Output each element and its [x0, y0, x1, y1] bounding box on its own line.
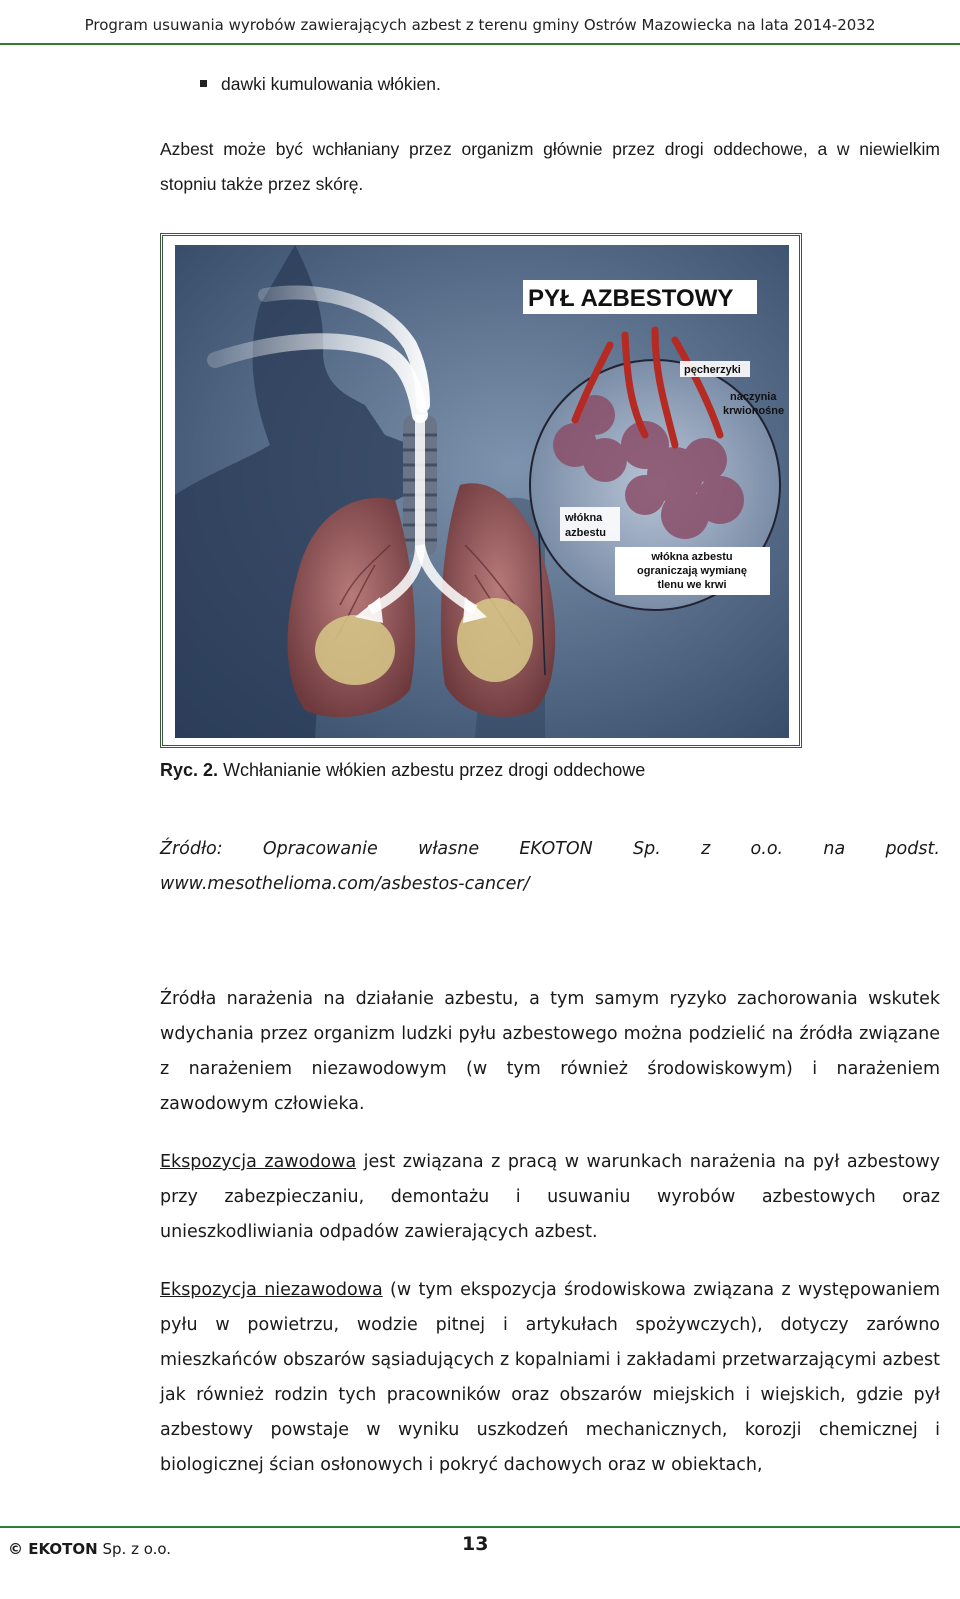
footer-company: [8, 1540, 171, 1558]
source-url[interactable]: www.mesothelioma.com/asbestos-cancer/: [160, 874, 530, 894]
paragraph-non-occupational-exposure: [160, 1273, 940, 1483]
label-info-3: tlenu we krwi: [657, 579, 727, 591]
label-vessels-1: naczynia: [730, 391, 777, 403]
paragraph-text: jest związana z pracą w warunkach narażenia na pył azbestowy przy zabezpieczaniu, demontażu i usuwaniu wyrobów azbestowych oraz unieszkodliwiania odpadów zawierających azbest.: [160, 1152, 940, 1242]
header-title: Program usuwania wyrobów zawierających azbest z terenu gminy Ostrów Mazowiecka na lata 2014-2032: [84, 16, 876, 34]
source-line-1: [160, 832, 940, 867]
intro-paragraph: [160, 132, 940, 202]
page-number: 13: [462, 1533, 489, 1555]
footer-company-bold: © EKOTON: [8, 1540, 98, 1558]
footer-company-rest: Sp. z o.o.: [97, 1540, 172, 1558]
bullet-item: [200, 74, 441, 95]
source-word: podst.: [885, 839, 940, 859]
bullet-square-icon: [200, 80, 207, 87]
caption-number: Ryc. 2.: [160, 760, 219, 780]
label-info-1: włókna azbestu: [651, 551, 733, 563]
caption-text: Wchłanianie włókien azbestu przez drogi oddechowe: [223, 760, 646, 780]
figure-title: PYŁ AZBESTOWY: [528, 285, 734, 312]
source-word: Sp.: [633, 839, 661, 859]
left-deposit: [315, 615, 395, 685]
paragraph-text: (w tym ekspozycja środowiskowa związana z występowaniem pyłu w powietrzu, wodzie pitnej i artykułach spożywczych), dotyczy zarówno mieszkańców obszarów sąsiadujących z kopalniami i zakładami przetwarzającymi azbest jak również rodzin tych pracowników oraz obszarów miejskich i wiejskich, gdzie pył azbestowy powstaje w wyniku uszkodzeń mechanicznych, korozji chemicznej i biologicznej ścian osłonowych i pokryć dachowych oraz w obiektach,: [160, 1280, 941, 1475]
source-word: Źródło:: [160, 839, 223, 859]
source-word: o.o.: [750, 839, 784, 859]
header-divider: [0, 43, 960, 45]
label-alveoli: pęcherzyki: [684, 364, 741, 376]
paragraph-exposure-sources: [160, 982, 940, 1122]
page-header: [0, 0, 960, 46]
term-non-occupational-exposure: Ekspozycja niezawodowa: [160, 1280, 383, 1300]
source-word: z: [701, 839, 711, 859]
label-fibers-1: włókna: [565, 512, 603, 524]
label-vessels-2: krwionośne: [723, 405, 785, 417]
source-word: EKOTON: [519, 839, 593, 859]
source-word: Opracowanie: [262, 839, 378, 859]
paragraph-text: Źródła narażenia na działanie azbestu, a tym samym ryzyko zachorowania wskutek wdychania przez organizm ludzki pyłu azbestowego można podzielić na źródła związane z narażeniem niezawodowym (w tym również środowiskowym) i narażeniem zawodowym człowieka.: [160, 989, 940, 1114]
asbestos-illustration: [175, 245, 789, 738]
term-occupational-exposure: Ekspozycja zawodowa: [160, 1152, 357, 1172]
figure-source: [160, 832, 940, 902]
figure-caption: [160, 760, 645, 781]
source-word: własne: [418, 839, 480, 859]
label-info-2: ograniczają wymianę: [636, 565, 748, 577]
paragraph-occupational-exposure: [160, 1145, 940, 1250]
label-fibers-2: azbestu: [565, 527, 606, 539]
intro-text: Azbest może być wchłaniany przez organizm głównie przez drogi oddechowe, a w niewielkim stopniu także przez skórę.: [160, 139, 940, 194]
bullet-text: dawki kumulowania włókien.: [221, 74, 441, 94]
footer-divider: [0, 1526, 960, 1528]
source-word: na: [823, 839, 846, 859]
